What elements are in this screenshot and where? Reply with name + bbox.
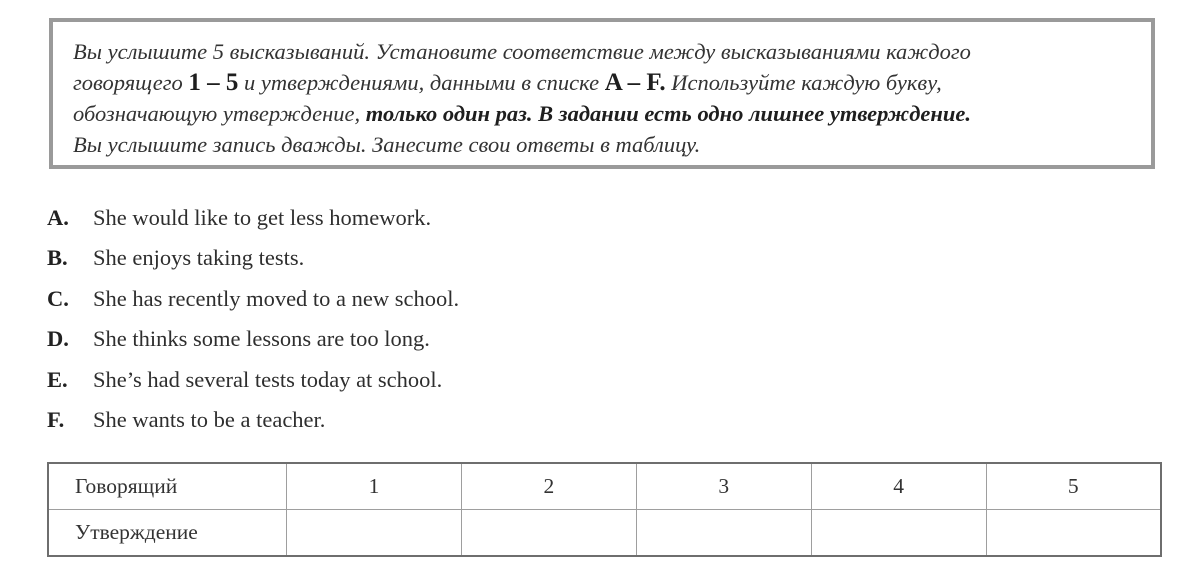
speaker-row [48,463,1161,510]
statement-a [47,198,1147,238]
speaker-number-1: 1 [287,463,462,510]
instruction-box [49,18,1155,169]
instruction-line-2 [73,67,1137,98]
statement-text: She thinks some lessons are too long. [93,326,430,352]
speaker-number-3: 3 [636,463,811,510]
instruction-line-1: Вы услышите 5 высказываний. Установите соответствие между высказываниями каждого [73,39,971,64]
answer-cell-4[interactable] [811,510,986,557]
statement-letter: D. [47,326,69,352]
instruction-speaker-range: 1 – 5 [188,69,239,96]
answer-cell-1[interactable] [287,510,462,557]
answer-cell-5[interactable] [986,510,1161,557]
speaker-number-5: 5 [986,463,1161,510]
instruction-line-3 [73,98,1137,129]
statement-text: She’s had several tests today at school. [93,366,443,392]
statement-letter: B. [47,245,68,271]
answer-cell-2[interactable] [461,510,636,557]
statement-text: She has recently moved to a new school. [93,285,460,311]
statement-letter: A. [47,205,69,230]
instruction-list-text: и утверждениями, данными в списке [243,70,600,95]
statement-letter: C. [47,285,69,311]
instruction-letter-range: A – F. [604,69,666,96]
statement-b [47,238,1147,278]
instruction-once-warning: только один раз. В задании есть одно лишнее утверждение. [365,101,971,126]
speaker-number-4: 4 [811,463,986,510]
answer-cell-3[interactable] [636,510,811,557]
instruction-use-letter: Используйте каждую букву, [671,70,942,95]
answer-table [47,462,1162,557]
statement-row [48,510,1161,557]
statement-letter: E. [47,366,68,392]
statement-list [47,198,1147,440]
speaker-row-label: Говорящий [48,463,287,510]
statement-d [47,319,1147,359]
statement-row-label: Утверждение [48,510,287,557]
speaker-number-2: 2 [461,463,636,510]
statement-f [47,400,1147,440]
instruction-line-4: Вы услышите запись дважды. Занесите свои ответы в таблицу. [73,132,701,157]
statement-letter: F. [47,406,65,432]
instruction-speaker-word: говорящего [73,70,183,95]
statement-text: She would like to get less homework. [93,205,432,230]
statement-c [47,279,1147,319]
statement-e [47,360,1147,400]
instruction-statement-word: обозначающую утверждение, [73,101,361,126]
statement-text: She wants to be a teacher. [93,406,326,432]
statement-text: She enjoys taking tests. [93,245,305,271]
